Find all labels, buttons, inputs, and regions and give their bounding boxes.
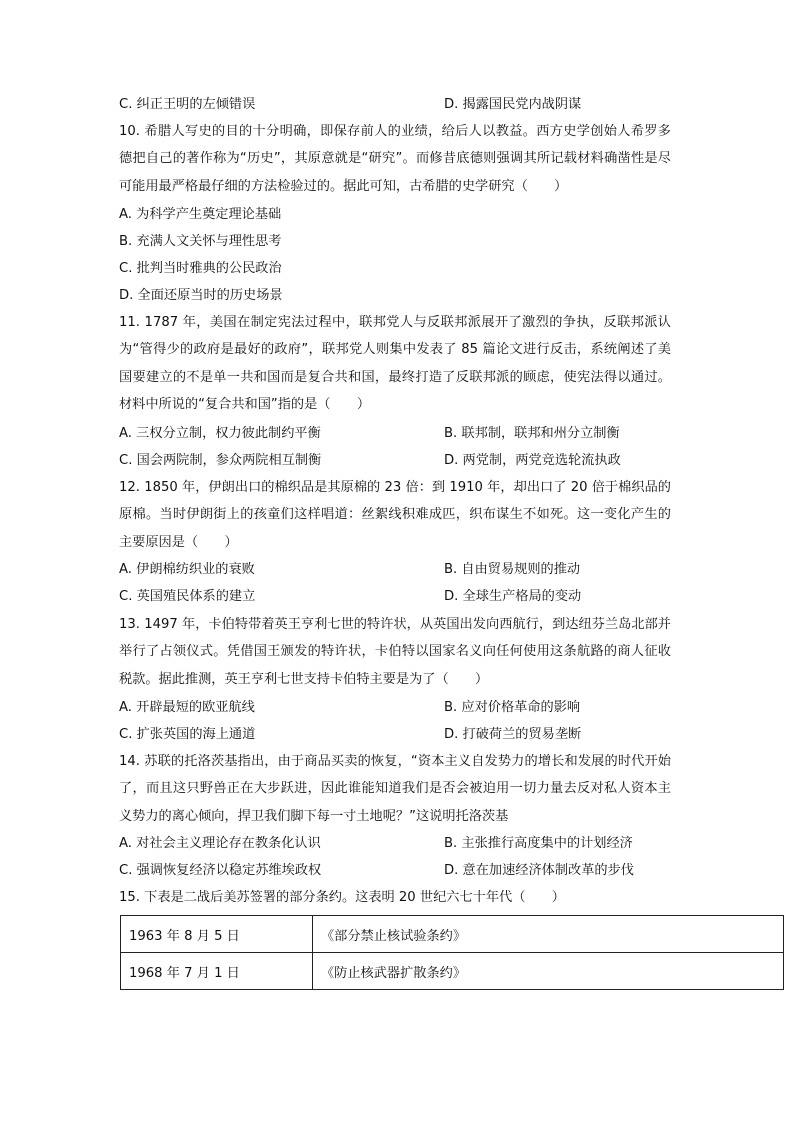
q10-option-b: B. 充满人文关怀与理性思考 (119, 234, 282, 249)
q11-option-b: B. 联邦制，联邦和州分立制衡 (444, 426, 620, 441)
table-row (121, 953, 784, 990)
treaty-table (120, 915, 784, 990)
q13-options-row-1 (119, 699, 679, 717)
q13-option-a: A. 开辟最短的欧亚航线 (119, 700, 255, 715)
q11-options-row-1 (119, 425, 679, 443)
q12-option-d: D. 全球生产格局的变动 (444, 589, 582, 604)
q10-stem: 10. 希腊人写史的目的十分明确，即保存前人的业绩，给后人以教益。西方史学创始人希罗多德把自己的著作称为“历史”，其原意就是“研究”。而修昔底德则强调其所记载材料确凿性是尽可能用最严格最仔细的方法检验过的。据此可知，古希腊的史学研究（ ） (119, 124, 671, 194)
q15-stem: 15. 下表是二战后美苏签署的部分条约。这表明 20 世纪六七十年代（ ） (119, 890, 565, 905)
q12-options-row-1 (119, 561, 679, 579)
treaty-date-cell: 1963 年 8 月 5 日 (121, 916, 313, 953)
treaty-name-cell: 《防止核武器扩散条约》 (313, 953, 784, 990)
q9-options-row (119, 96, 679, 114)
q11-options-row-2 (119, 452, 679, 470)
q10-option-d: D. 全面还原当时的历史场景 (119, 288, 283, 303)
q12-options-row-2 (119, 588, 679, 606)
q12-option-c: C. 英国殖民体系的建立 (119, 589, 256, 604)
q12-stem: 12. 1850 年，伊朗出口的棉织品是其原棉的 23 倍：到 1910 年，却出口了 20 倍于棉织品的原棉。当时伊朗街上的孩童们这样唱道：丝絮线积难成匹，织布谋生不如死。这一变化产生的主要原因是（ ） (119, 480, 671, 550)
q9-option-c: C. 纠正王明的左倾错误 (119, 97, 256, 112)
q12-option-a: A. 伊朗棉纺织业的衰败 (119, 562, 255, 577)
q13-option-d: D. 打破荷兰的贸易垄断 (444, 727, 582, 742)
q13-options-row-2 (119, 726, 679, 744)
q12-option-b: B. 自由贸易规则的推动 (444, 562, 581, 577)
q9-option-d: D. 揭露国民党内战阴谋 (444, 97, 582, 112)
q13-option-c: C. 扩张英国的海上通道 (119, 727, 256, 742)
q14-option-d: D. 意在加速经济体制改革的步伐 (444, 863, 634, 878)
q14-stem: 14. 苏联的托洛茨基指出，由于商品买卖的恢复，“资本主义自发势力的增长和发展的时代开始了，而且这只野兽正在大步跃进，因此谁能知道我们是否会被迫用一切力量去反对私人资本主义势力的离心倾向，捍卫我们脚下每一寸土地呢？”这说明托洛茨基 (119, 754, 671, 824)
q11-stem: 11. 1787 年，美国在制定宪法过程中，联邦党人与反联邦派展开了激烈的争执，反联邦派认为“管得少的政府是最好的政府”，联邦党人则集中发表了 85 篇论文进行反击，系统阐述了美国要建立的不是单一共和国而是复合共和国，最终打造了反联邦派的顾虑，使宪法得以通过。材料中所说的“复合共和国”指的是（ ） (119, 315, 671, 412)
q11-option-d: D. 两党制，两党竞选轮流执政 (444, 453, 621, 468)
q10-option-c: C. 批判当时雅典的公民政治 (119, 261, 282, 276)
q13-option-b: B. 应对价格革命的影响 (444, 700, 581, 715)
q10-option-a: A. 为科学产生奠定理论基础 (119, 207, 282, 222)
q13-stem: 13. 1497 年，卡伯特带着英王亨利七世的特许状，从英国出发向西航行，到达纽芬兰岛北部并举行了占领仪式。凭借国王颁发的特许状，卡伯特以国家名义向任何使用这条航路的商人征收税款。据此推测，英王亨利七世支持卡伯特主要是为了（ ） (119, 617, 671, 687)
treaty-name-cell: 《部分禁止核试验条约》 (313, 916, 784, 953)
q14-option-c: C. 强调恢复经济以稳定苏维埃政权 (119, 863, 322, 878)
table-row (121, 916, 784, 953)
q14-options-row-2 (119, 862, 679, 880)
q14-option-a: A. 对社会主义理论存在教条化认识 (119, 836, 321, 851)
q11-option-c: C. 国会两院制，参众两院相互制衡 (119, 453, 322, 468)
q14-options-row-1 (119, 835, 679, 853)
q11-option-a: A. 三权分立制，权力彼此制约平衡 (119, 426, 321, 441)
q14-option-b: B. 主张推行高度集中的计划经济 (444, 836, 633, 851)
treaty-date-cell: 1968 年 7 月 1 日 (121, 953, 313, 990)
